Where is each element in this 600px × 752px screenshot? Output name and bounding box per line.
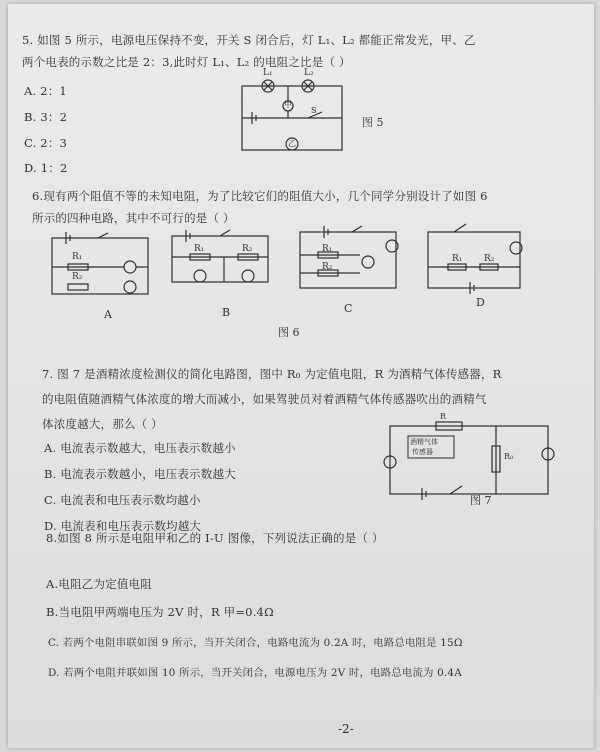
q7-option-d: D. 电流表和电压表示数均越大	[44, 519, 202, 533]
q8-line1: 8.如图 8 所示是电阻甲和乙的 I-U 图像，下列说法正确的是（ ）	[46, 531, 384, 545]
fig6a-r2-label: R₂	[72, 272, 83, 282]
q8-option-d: D. 若两个电阻并联如图 10 所示，当开关闭合，电源电压为 2V 时，电路总电流为 0.4A	[48, 667, 462, 679]
figure-6d-circuit	[424, 222, 534, 294]
q7-line2: 的电阻值随酒精气体浓度的增大而减小，如果驾驶员对着酒精气体传感器吹出的酒精气	[42, 392, 487, 406]
fig6a-r1-label: R₁	[72, 252, 83, 262]
fig6-label-a: A	[104, 308, 112, 321]
figure-6c-circuit	[296, 222, 406, 294]
q7-line1: 7. 图 7 是酒精浓度检测仪的简化电路图，图中 R₀ 为定值电阻，R 为酒精气体传感器，R	[42, 367, 502, 381]
fig5-yi-label: 乙	[288, 139, 296, 148]
fig6c-r1-label: R₁	[322, 244, 333, 254]
fig5-l1-label: L₁	[263, 68, 273, 78]
figure-5-circuit	[236, 66, 356, 158]
q5-option-d: D. 1：2	[24, 161, 68, 175]
exam-page	[8, 4, 594, 748]
fig6d-r1-label: R₁	[452, 254, 463, 264]
fig7-sensor-text2: 传感器	[412, 448, 433, 456]
fig6-label-c: C	[344, 302, 353, 315]
fig7-r-label: R	[440, 412, 447, 421]
q8-option-c: C. 若两个电阻串联如图 9 所示，当开关闭合，电路电流为 0.2A 时，电路总电阻是 15Ω	[48, 637, 463, 649]
fig5-jia-label: 甲	[284, 100, 292, 109]
fig6-caption: 图 6	[278, 326, 300, 339]
q7-option-a: A. 电流表示数越大，电压表示数越小	[44, 441, 236, 455]
q5-line2: 两个电表的示数之比是 2：3,此时灯 L₁、L₂ 的电阻之比是（ ）	[22, 55, 351, 69]
fig5-caption: 图 5	[362, 116, 384, 129]
q5-option-a: A. 2：1	[24, 84, 67, 98]
q7-option-c: C. 电流表和电压表示数均越小	[44, 493, 201, 507]
figure-6b-circuit	[168, 226, 278, 298]
fig7-sensor-text1: 酒精气体	[410, 438, 438, 446]
fig6d-r2-label: R₂	[484, 254, 495, 264]
q5-option-c: C. 2：3	[24, 136, 68, 150]
fig6-label-d: D	[476, 296, 485, 309]
q5-line1: 5. 如图 5 所示，电源电压保持不变，开关 S 闭合后，灯 L₁、L₂ 都能正常发光，甲、乙	[22, 33, 476, 47]
figure-6a-circuit	[48, 230, 158, 298]
q8-option-a: A.电阻乙为定值电阻	[46, 577, 152, 591]
fig7-r0-label: R₀	[504, 452, 514, 461]
q5-option-b: B. 3：2	[24, 110, 68, 124]
q8-option-b: B.当电阻甲两端电压为 2V 时，R 甲=0.4Ω	[46, 605, 274, 619]
q7-line3: 体浓度越大，那么（ ）	[42, 417, 163, 431]
q6-line2: 所示的四种电路，其中不可行的是（ ）	[32, 211, 235, 225]
q6-line1: 6.现有两个阻值不等的未知电阻，为了比较它们的阻值大小，几个同学分别设计了如图 6	[32, 189, 488, 203]
fig7-caption: 图 7	[470, 494, 492, 507]
fig5-s-label: S	[311, 106, 317, 115]
fig6-label-b: B	[222, 306, 231, 319]
q7-option-b: B. 电流表示数越小，电压表示数越大	[44, 467, 236, 481]
page-number: -2-	[338, 722, 354, 736]
fig6b-r1-label: R₁	[194, 244, 205, 254]
fig6c-r2-label: R₂	[322, 262, 333, 272]
fig5-l2-label: L₂	[304, 68, 314, 78]
fig6b-r2-label: R₂	[242, 244, 253, 254]
